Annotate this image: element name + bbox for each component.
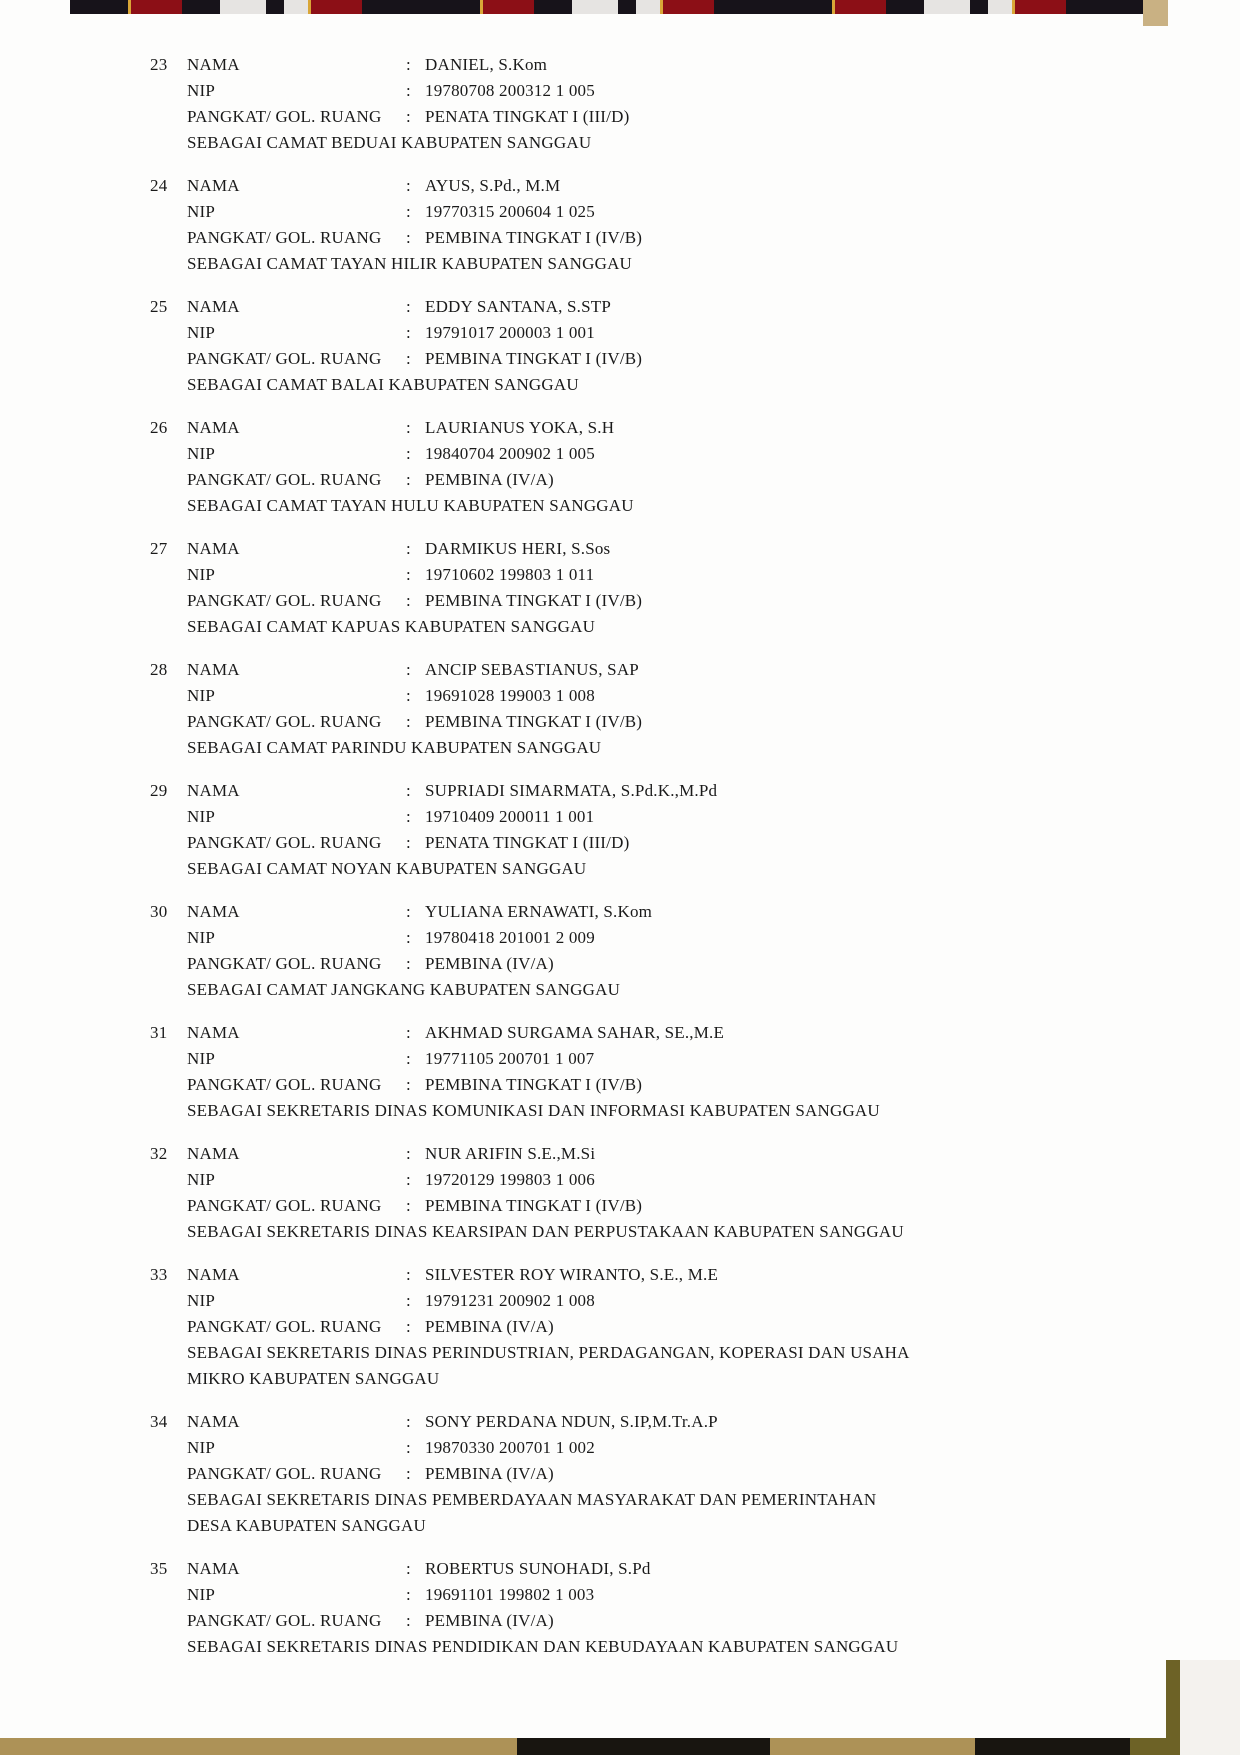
colon-separator: : xyxy=(406,1170,411,1189)
name-row xyxy=(187,778,917,804)
entry-fields xyxy=(187,294,917,398)
name-row xyxy=(187,1409,917,1435)
rank-row xyxy=(187,1461,917,1487)
nip-value: 19710409 200011 1 001 xyxy=(425,807,595,826)
entry-number: 23 xyxy=(150,55,168,74)
nip-row xyxy=(187,199,917,225)
colon-separator: : xyxy=(406,1291,411,1310)
nip-label: NIP xyxy=(187,686,215,705)
rank-row xyxy=(187,709,917,735)
personnel-entry xyxy=(150,778,950,882)
entry-number: 29 xyxy=(150,781,168,800)
colon-separator: : xyxy=(406,228,411,247)
rank-value: PEMBINA (IV/A) xyxy=(425,1464,554,1483)
colon-separator: : xyxy=(406,81,411,100)
rank-row xyxy=(187,1193,917,1219)
colon-separator: : xyxy=(406,1023,411,1042)
colon-separator: : xyxy=(406,833,411,852)
rank-label: PANGKAT/ GOL. RUANG xyxy=(187,591,382,610)
rank-label: PANGKAT/ GOL. RUANG xyxy=(187,107,382,126)
colon-separator: : xyxy=(406,418,411,437)
nip-label: NIP xyxy=(187,202,215,221)
personnel-entry xyxy=(150,1556,950,1660)
entry-fields xyxy=(187,1020,917,1124)
colon-separator: : xyxy=(406,954,411,973)
fabric-background-top-right-corner xyxy=(1143,0,1168,26)
entry-number: 32 xyxy=(150,1144,168,1163)
entry-number: 27 xyxy=(150,539,168,558)
position-line: SEBAGAI CAMAT BALAI KABUPATEN SANGGAU xyxy=(187,375,579,394)
personnel-entry xyxy=(150,536,950,640)
nip-value: 19691101 199802 1 003 xyxy=(425,1585,595,1604)
cloth-background-bottom-strip xyxy=(0,1738,1240,1755)
paper-edge xyxy=(1180,1660,1240,1755)
personnel-entry xyxy=(150,52,950,156)
nip-label: NIP xyxy=(187,1438,215,1457)
colon-separator: : xyxy=(406,297,411,316)
position-line: SEBAGAI CAMAT BEDUAI KABUPATEN SANGGAU xyxy=(187,133,592,152)
entry-fields xyxy=(187,173,917,277)
name-value: NUR ARIFIN S.E.,M.Si xyxy=(425,1144,596,1163)
colon-separator: : xyxy=(406,349,411,368)
position-line: SEBAGAI CAMAT TAYAN HULU KABUPATEN SANGGAU xyxy=(187,496,634,515)
name-label: NAMA xyxy=(187,660,240,679)
nip-label: NIP xyxy=(187,81,215,100)
colon-separator: : xyxy=(406,107,411,126)
personnel-entry xyxy=(150,294,950,398)
rank-value: PENATA TINGKAT I (III/D) xyxy=(425,107,630,126)
entry-fields xyxy=(187,1409,917,1539)
colon-separator: : xyxy=(406,1611,411,1630)
name-value: SUPRIADI SIMARMATA, S.Pd.K.,M.Pd xyxy=(425,781,718,800)
name-label: NAMA xyxy=(187,539,240,558)
rank-label: PANGKAT/ GOL. RUANG xyxy=(187,1611,382,1630)
entry-fields xyxy=(187,778,917,882)
name-value: ROBERTUS SUNOHADI, S.Pd xyxy=(425,1559,651,1578)
name-label: NAMA xyxy=(187,1559,240,1578)
nip-value: 19870330 200701 1 002 xyxy=(425,1438,595,1457)
entry-fields xyxy=(187,415,917,519)
colon-separator: : xyxy=(406,1412,411,1431)
rank-label: PANGKAT/ GOL. RUANG xyxy=(187,349,382,368)
position-line: SEBAGAI CAMAT NOYAN KABUPATEN SANGGAU xyxy=(187,859,587,878)
entry-number: 25 xyxy=(150,297,168,316)
position-line: SEBAGAI SEKRETARIS DINAS PERINDUSTRIAN, PERDAGANGAN, KOPERASI DAN USAHA MIKRO KABUPATEN SANGGAU xyxy=(187,1343,909,1388)
name-label: NAMA xyxy=(187,297,240,316)
nip-label: NIP xyxy=(187,565,215,584)
name-row xyxy=(187,657,917,683)
nip-value: 19720129 199803 1 006 xyxy=(425,1170,595,1189)
position-line: SEBAGAI CAMAT KAPUAS KABUPATEN SANGGAU xyxy=(187,617,596,636)
name-label: NAMA xyxy=(187,1265,240,1284)
nip-label: NIP xyxy=(187,323,215,342)
nip-row xyxy=(187,1582,917,1608)
colon-separator: : xyxy=(406,1317,411,1336)
colon-separator: : xyxy=(406,323,411,342)
position-line: SEBAGAI CAMAT JANGKANG KABUPATEN SANGGAU xyxy=(187,980,621,999)
name-row xyxy=(187,899,917,925)
name-label: NAMA xyxy=(187,781,240,800)
nip-row xyxy=(187,441,917,467)
entry-fields xyxy=(187,657,917,761)
rank-row xyxy=(187,467,917,493)
name-row xyxy=(187,52,917,78)
personnel-entry xyxy=(150,899,950,1003)
personnel-entry xyxy=(150,1141,950,1245)
rank-label: PANGKAT/ GOL. RUANG xyxy=(187,954,382,973)
rank-row xyxy=(187,1608,917,1634)
nip-value: 19770315 200604 1 025 xyxy=(425,202,595,221)
rank-label: PANGKAT/ GOL. RUANG xyxy=(187,470,382,489)
entry-list xyxy=(150,52,950,1677)
name-row xyxy=(187,1020,917,1046)
nip-value: 19791017 200003 1 001 xyxy=(425,323,595,342)
colon-separator: : xyxy=(406,539,411,558)
name-label: NAMA xyxy=(187,418,240,437)
entry-fields xyxy=(187,899,917,1003)
nip-label: NIP xyxy=(187,1170,215,1189)
nip-label: NIP xyxy=(187,1049,215,1068)
entry-number: 30 xyxy=(150,902,168,921)
rank-label: PANGKAT/ GOL. RUANG xyxy=(187,833,382,852)
name-label: NAMA xyxy=(187,176,240,195)
colon-separator: : xyxy=(406,470,411,489)
rank-value: PEMBINA (IV/A) xyxy=(425,1611,554,1630)
name-row xyxy=(187,415,917,441)
rank-row xyxy=(187,830,917,856)
entry-fields xyxy=(187,536,917,640)
colon-separator: : xyxy=(406,902,411,921)
entry-number: 33 xyxy=(150,1265,168,1284)
colon-separator: : xyxy=(406,1265,411,1284)
personnel-entry xyxy=(150,173,950,277)
personnel-entry xyxy=(150,1262,950,1392)
rank-row xyxy=(187,104,917,130)
rank-value: PEMBINA TINGKAT I (IV/B) xyxy=(425,1196,643,1215)
name-value: SILVESTER ROY WIRANTO, S.E., M.E xyxy=(425,1265,719,1284)
position-line: SEBAGAI SEKRETARIS DINAS KOMUNIKASI DAN INFORMASI KABUPATEN SANGGAU xyxy=(187,1101,880,1120)
name-row xyxy=(187,1262,917,1288)
nip-row xyxy=(187,1288,917,1314)
rank-label: PANGKAT/ GOL. RUANG xyxy=(187,1075,382,1094)
name-label: NAMA xyxy=(187,1412,240,1431)
nip-label: NIP xyxy=(187,444,215,463)
rank-row xyxy=(187,1314,917,1340)
nip-label: NIP xyxy=(187,1585,215,1604)
name-value: EDDY SANTANA, S.STP xyxy=(425,297,611,316)
rank-row xyxy=(187,951,917,977)
colon-separator: : xyxy=(406,712,411,731)
rank-row xyxy=(187,225,917,251)
nip-label: NIP xyxy=(187,1291,215,1310)
nip-value: 19791231 200902 1 008 xyxy=(425,1291,595,1310)
personnel-entry xyxy=(150,415,950,519)
entry-number: 26 xyxy=(150,418,168,437)
name-value: AKHMAD SURGAMA SAHAR, SE.,M.E xyxy=(425,1023,725,1042)
name-value: ANCIP SEBASTIANUS, SAP xyxy=(425,660,639,679)
colon-separator: : xyxy=(406,1559,411,1578)
nip-value: 19840704 200902 1 005 xyxy=(425,444,595,463)
nip-value: 19780708 200312 1 005 xyxy=(425,81,595,100)
nip-row xyxy=(187,1167,917,1193)
personnel-entry xyxy=(150,1409,950,1539)
rank-label: PANGKAT/ GOL. RUANG xyxy=(187,1317,382,1336)
name-value: LAURIANUS YOKA, S.H xyxy=(425,418,615,437)
colon-separator: : xyxy=(406,807,411,826)
position-line: SEBAGAI SEKRETARIS DINAS PENDIDIKAN DAN KEBUDAYAAN KABUPATEN SANGGAU xyxy=(187,1637,899,1656)
nip-row xyxy=(187,562,917,588)
cloth-background-bottom-right-corner xyxy=(1166,1660,1180,1755)
entry-number: 35 xyxy=(150,1559,168,1578)
nip-value: 19771105 200701 1 007 xyxy=(425,1049,595,1068)
name-label: NAMA xyxy=(187,1023,240,1042)
name-value: YULIANA ERNAWATI, S.Kom xyxy=(425,902,653,921)
name-row xyxy=(187,1556,917,1582)
rank-value: PEMBINA (IV/A) xyxy=(425,954,554,973)
nip-value: 19780418 201001 2 009 xyxy=(425,928,595,947)
nip-value: 19710602 199803 1 011 xyxy=(425,565,595,584)
colon-separator: : xyxy=(406,202,411,221)
nip-row xyxy=(187,804,917,830)
rank-label: PANGKAT/ GOL. RUANG xyxy=(187,1464,382,1483)
name-value: DARMIKUS HERI, S.Sos xyxy=(425,539,611,558)
position-line: SEBAGAI SEKRETARIS DINAS PEMBERDAYAAN MASYARAKAT DAN PEMERINTAHAN DESA KABUPATEN SANGGAU xyxy=(187,1490,877,1535)
name-label: NAMA xyxy=(187,1144,240,1163)
entry-number: 34 xyxy=(150,1412,168,1431)
name-label: NAMA xyxy=(187,55,240,74)
entry-fields xyxy=(187,1262,917,1392)
entry-number: 31 xyxy=(150,1023,168,1042)
personnel-entry xyxy=(150,1020,950,1124)
name-value: AYUS, S.Pd., M.M xyxy=(425,176,561,195)
rank-label: PANGKAT/ GOL. RUANG xyxy=(187,228,382,247)
colon-separator: : xyxy=(406,565,411,584)
rank-row xyxy=(187,588,917,614)
entry-number: 28 xyxy=(150,660,168,679)
entry-fields xyxy=(187,1141,917,1245)
colon-separator: : xyxy=(406,444,411,463)
colon-separator: : xyxy=(406,55,411,74)
fabric-background-top-strip xyxy=(70,0,1145,14)
nip-value: 19691028 199003 1 008 xyxy=(425,686,595,705)
position-line: SEBAGAI CAMAT TAYAN HILIR KABUPATEN SANGGAU xyxy=(187,254,633,273)
colon-separator: : xyxy=(406,1049,411,1068)
rank-value: PENATA TINGKAT I (III/D) xyxy=(425,833,630,852)
nip-row xyxy=(187,925,917,951)
colon-separator: : xyxy=(406,686,411,705)
entry-fields xyxy=(187,1556,917,1660)
colon-separator: : xyxy=(406,1464,411,1483)
personnel-entry xyxy=(150,657,950,761)
colon-separator: : xyxy=(406,1438,411,1457)
position-line: SEBAGAI SEKRETARIS DINAS KEARSIPAN DAN PERPUSTAKAAN KABUPATEN SANGGAU xyxy=(187,1222,904,1241)
entry-number: 24 xyxy=(150,176,168,195)
nip-row xyxy=(187,320,917,346)
nip-label: NIP xyxy=(187,928,215,947)
name-row xyxy=(187,294,917,320)
entry-fields xyxy=(187,52,917,156)
rank-row xyxy=(187,346,917,372)
rank-value: PEMBINA TINGKAT I (IV/B) xyxy=(425,591,643,610)
name-value: DANIEL, S.Kom xyxy=(425,55,548,74)
colon-separator: : xyxy=(406,1144,411,1163)
rank-value: PEMBINA TINGKAT I (IV/B) xyxy=(425,1075,643,1094)
colon-separator: : xyxy=(406,591,411,610)
name-row xyxy=(187,173,917,199)
nip-row xyxy=(187,78,917,104)
nip-label: NIP xyxy=(187,807,215,826)
rank-value: PEMBINA TINGKAT I (IV/B) xyxy=(425,712,643,731)
nip-row xyxy=(187,1435,917,1461)
name-label: NAMA xyxy=(187,902,240,921)
rank-row xyxy=(187,1072,917,1098)
rank-label: PANGKAT/ GOL. RUANG xyxy=(187,712,382,731)
name-row xyxy=(187,1141,917,1167)
nip-row xyxy=(187,1046,917,1072)
rank-value: PEMBINA (IV/A) xyxy=(425,1317,554,1336)
name-row xyxy=(187,536,917,562)
rank-value: PEMBINA TINGKAT I (IV/B) xyxy=(425,228,643,247)
rank-value: PEMBINA (IV/A) xyxy=(425,470,554,489)
colon-separator: : xyxy=(406,928,411,947)
colon-separator: : xyxy=(406,176,411,195)
position-line: SEBAGAI CAMAT PARINDU KABUPATEN SANGGAU xyxy=(187,738,602,757)
nip-row xyxy=(187,683,917,709)
colon-separator: : xyxy=(406,1196,411,1215)
rank-label: PANGKAT/ GOL. RUANG xyxy=(187,1196,382,1215)
colon-separator: : xyxy=(406,1585,411,1604)
name-value: SONY PERDANA NDUN, S.IP,M.Tr.A.P xyxy=(425,1412,718,1431)
rank-value: PEMBINA TINGKAT I (IV/B) xyxy=(425,349,643,368)
colon-separator: : xyxy=(406,1075,411,1094)
colon-separator: : xyxy=(406,660,411,679)
colon-separator: : xyxy=(406,781,411,800)
